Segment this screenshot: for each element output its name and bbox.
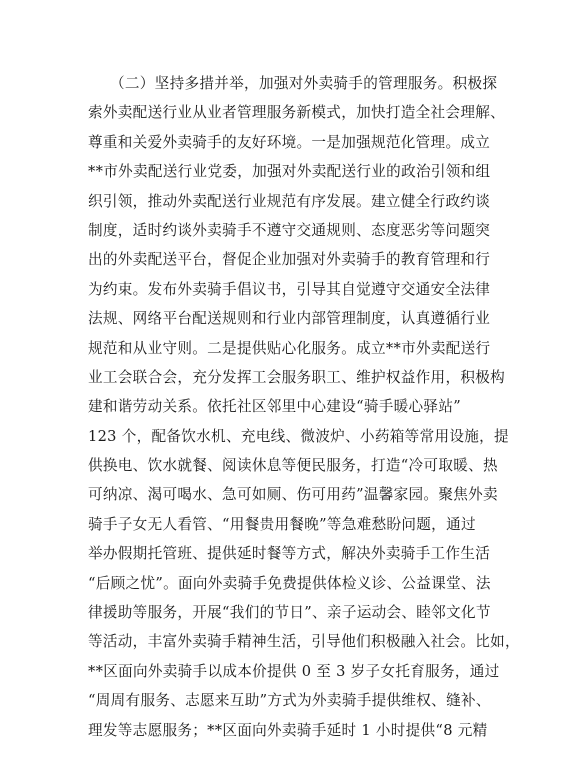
text-line: 理发等志愿服务；**区面向外卖骑手延时 1 小时提供“8 元精 bbox=[88, 721, 488, 739]
text-line: 为约束。发布外卖骑手倡议书，引导其自觉遵守交通安全法律 bbox=[88, 280, 491, 298]
text-line: 骑手子女无人看管、“用餐贵用餐晚”等急难愁盼问题，通过 bbox=[88, 515, 476, 533]
text-line: 索外卖配送行业从业者管理服务新模式，加快打造全社会理解、 bbox=[88, 104, 506, 122]
text-line: 织引领，推动外卖配送行业规范有序发展。建立健全行政约谈 bbox=[88, 192, 491, 210]
text-line: 法规、网络平台配送规则和行业内部管理制度，认真遵循行业 bbox=[88, 310, 491, 328]
text-line: **区面向外卖骑手以成本价提供 0 至 3 岁子女托育服务，通过 bbox=[88, 662, 500, 680]
text-line: 等活动，丰富外卖骑手精神生活，引导他们积极融入社会。比如， bbox=[88, 633, 520, 651]
text-line: 123 个，配备饮水机、充电线、微波炉、小药箱等常用设施，提 bbox=[88, 427, 509, 445]
text-line: “后顾之忧”。面向外卖骑手免费提供体检义诊、公益课堂、法 bbox=[88, 574, 491, 592]
body-paragraph bbox=[88, 69, 520, 745]
text-line: 律援助等服务，开展“我们的节日”、亲子运动会、睦邻文化节 bbox=[88, 604, 491, 622]
text-line: 制度，适时约谈外卖骑手不遵守交通规则、态度恶劣等问题突 bbox=[88, 221, 491, 239]
text-line: 举办假期托管班、提供延时餐等方式，解决外卖骑手工作生活 bbox=[88, 545, 491, 563]
text-line: 出的外卖配送平台，督促企业加强对外卖骑手的教育管理和行 bbox=[88, 251, 491, 269]
text-line: （二）坚持多措并举，加强对外卖骑手的管理服务。积极探 bbox=[110, 75, 498, 92]
text-line: 可纳凉、渴可喝水、急可如厕、伤可用药”温馨家园。聚焦外卖 bbox=[88, 486, 498, 504]
text-line: 尊重和关爱外卖骑手的友好环境。一是加强规范化管理。成立 bbox=[88, 133, 491, 151]
text-line: 建和谐劳动关系。依托社区邻里中心建设“骑手暖心驿站” bbox=[88, 398, 461, 416]
text-line: **市外卖配送行业党委，加强对外卖配送行业的政治引领和组 bbox=[88, 163, 491, 181]
text-line: 业工会联合会，充分发挥工会服务职工、维护权益作用，积极构 bbox=[88, 368, 506, 386]
text-line: 供换电、饮水就餐、阅读休息等便民服务，打造“冷可取暖、热 bbox=[88, 457, 498, 475]
text-line: 规范和从业守则。二是提供贴心化服务。成立**市外卖配送行 bbox=[88, 339, 491, 357]
text-line: “周周有服务、志愿来互助”方式为外卖骑手提供维权、缝补、 bbox=[88, 692, 491, 710]
